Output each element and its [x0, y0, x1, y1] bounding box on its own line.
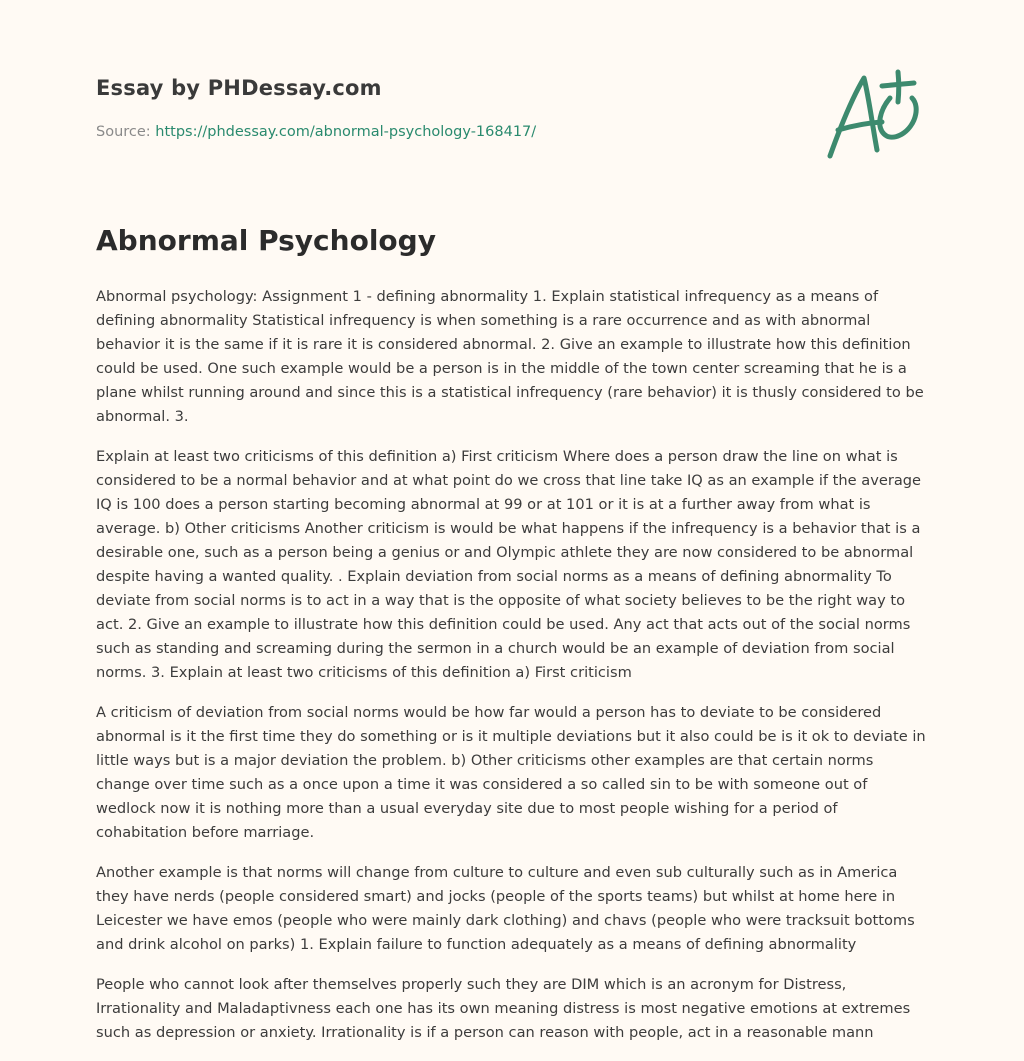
source-line	[96, 124, 536, 140]
essay-body	[96, 285, 930, 1061]
essay-paragraph: Explain at least two criticisms of this definition a) First criticism Where does a person draw the line on what is considered to be a normal behavior and at what point do we cross that line take IQ as an example if the average IQ is 100 does a person starting becoming abnormal at 99 or at 101 or it is at a further away from what is average. b) Other criticisms Another criticism is would be what happens if the infrequency is a behavior that is a desirable one, such as a person being a genius or and Olympic athlete they are now considered to be abnormal despite having a wanted quality. . Explain deviation from social norms as a means of defining abnormality To deviate from social norms is to act in a way that is the opposite of what society believes to be the right way to act. 2. Give an example to illustrate how this definition could be used. Any act that acts out of the social norms such as standing and screaming during the sermon in a church would be an example of deviation from social norms. 3. Explain at least two criticisms of this definition a) First criticism	[96, 448, 922, 681]
a-plus-logo-icon	[822, 68, 926, 164]
essay-paragraph: A criticism of deviation from social norms would be how far would a person has to deviate to be considered abnormal is it the first time they do something or is it multiple deviations but it also could be is it ok to deviate in little ways but is a major deviation the problem. b) Other criticisms other examples are that certain norms change over time such as a once upon a time it was considered a so called sin to be with someone out of wedlock now it is nothing more than a usual everyday site due to most people wishing for a period of cohabitation before marriage.	[96, 704, 926, 841]
source-link[interactable]: https://phdessay.com/abnormal-psychology-168417/	[155, 124, 537, 140]
essay-header	[96, 72, 926, 172]
site-brand: Essay by PHDessay.com	[96, 76, 382, 100]
essay-paragraph: Abnormal psychology: Assignment 1 - defining abnormality 1. Explain statistical infrequency as a means of defining abnormality Statistical infrequency is when something is a rare occurrence and as with abnormal behavior it is the same if it is rare it is considered abnormal. 2. Give an example to illustrate how this definition could be used. One such example would be a person is in the middle of the town center screaming that he is a plane whilst running around and since this is a statistical infrequency (rare behavior) it is thusly considered to be abnormal. 3.	[96, 288, 924, 425]
essay-paragraph: People who cannot look after themselves properly such they are DIM which is an acronym for Distress, Irrationality and Maladaptivness each one has its own meaning distress is most negative emotions at extremes such as depression or anxiety. Irrationality is if a person can reason with people, act in a reasonable mann	[96, 976, 911, 1041]
essay-paragraph: Another example is that norms will change from culture to culture and even sub culturally such as in America they have nerds (people considered smart) and jocks (people of the sports teams) but whilst at home here in Leicester we have emos (people who were mainly dark clothing) and chavs (people who were tracksuit bottoms and drink alcohol on parks) 1. Explain failure to function adequately as a means of defining abnormality	[96, 864, 915, 953]
source-label: Source:	[96, 124, 156, 140]
essay-title: Abnormal Psychology	[96, 224, 436, 257]
